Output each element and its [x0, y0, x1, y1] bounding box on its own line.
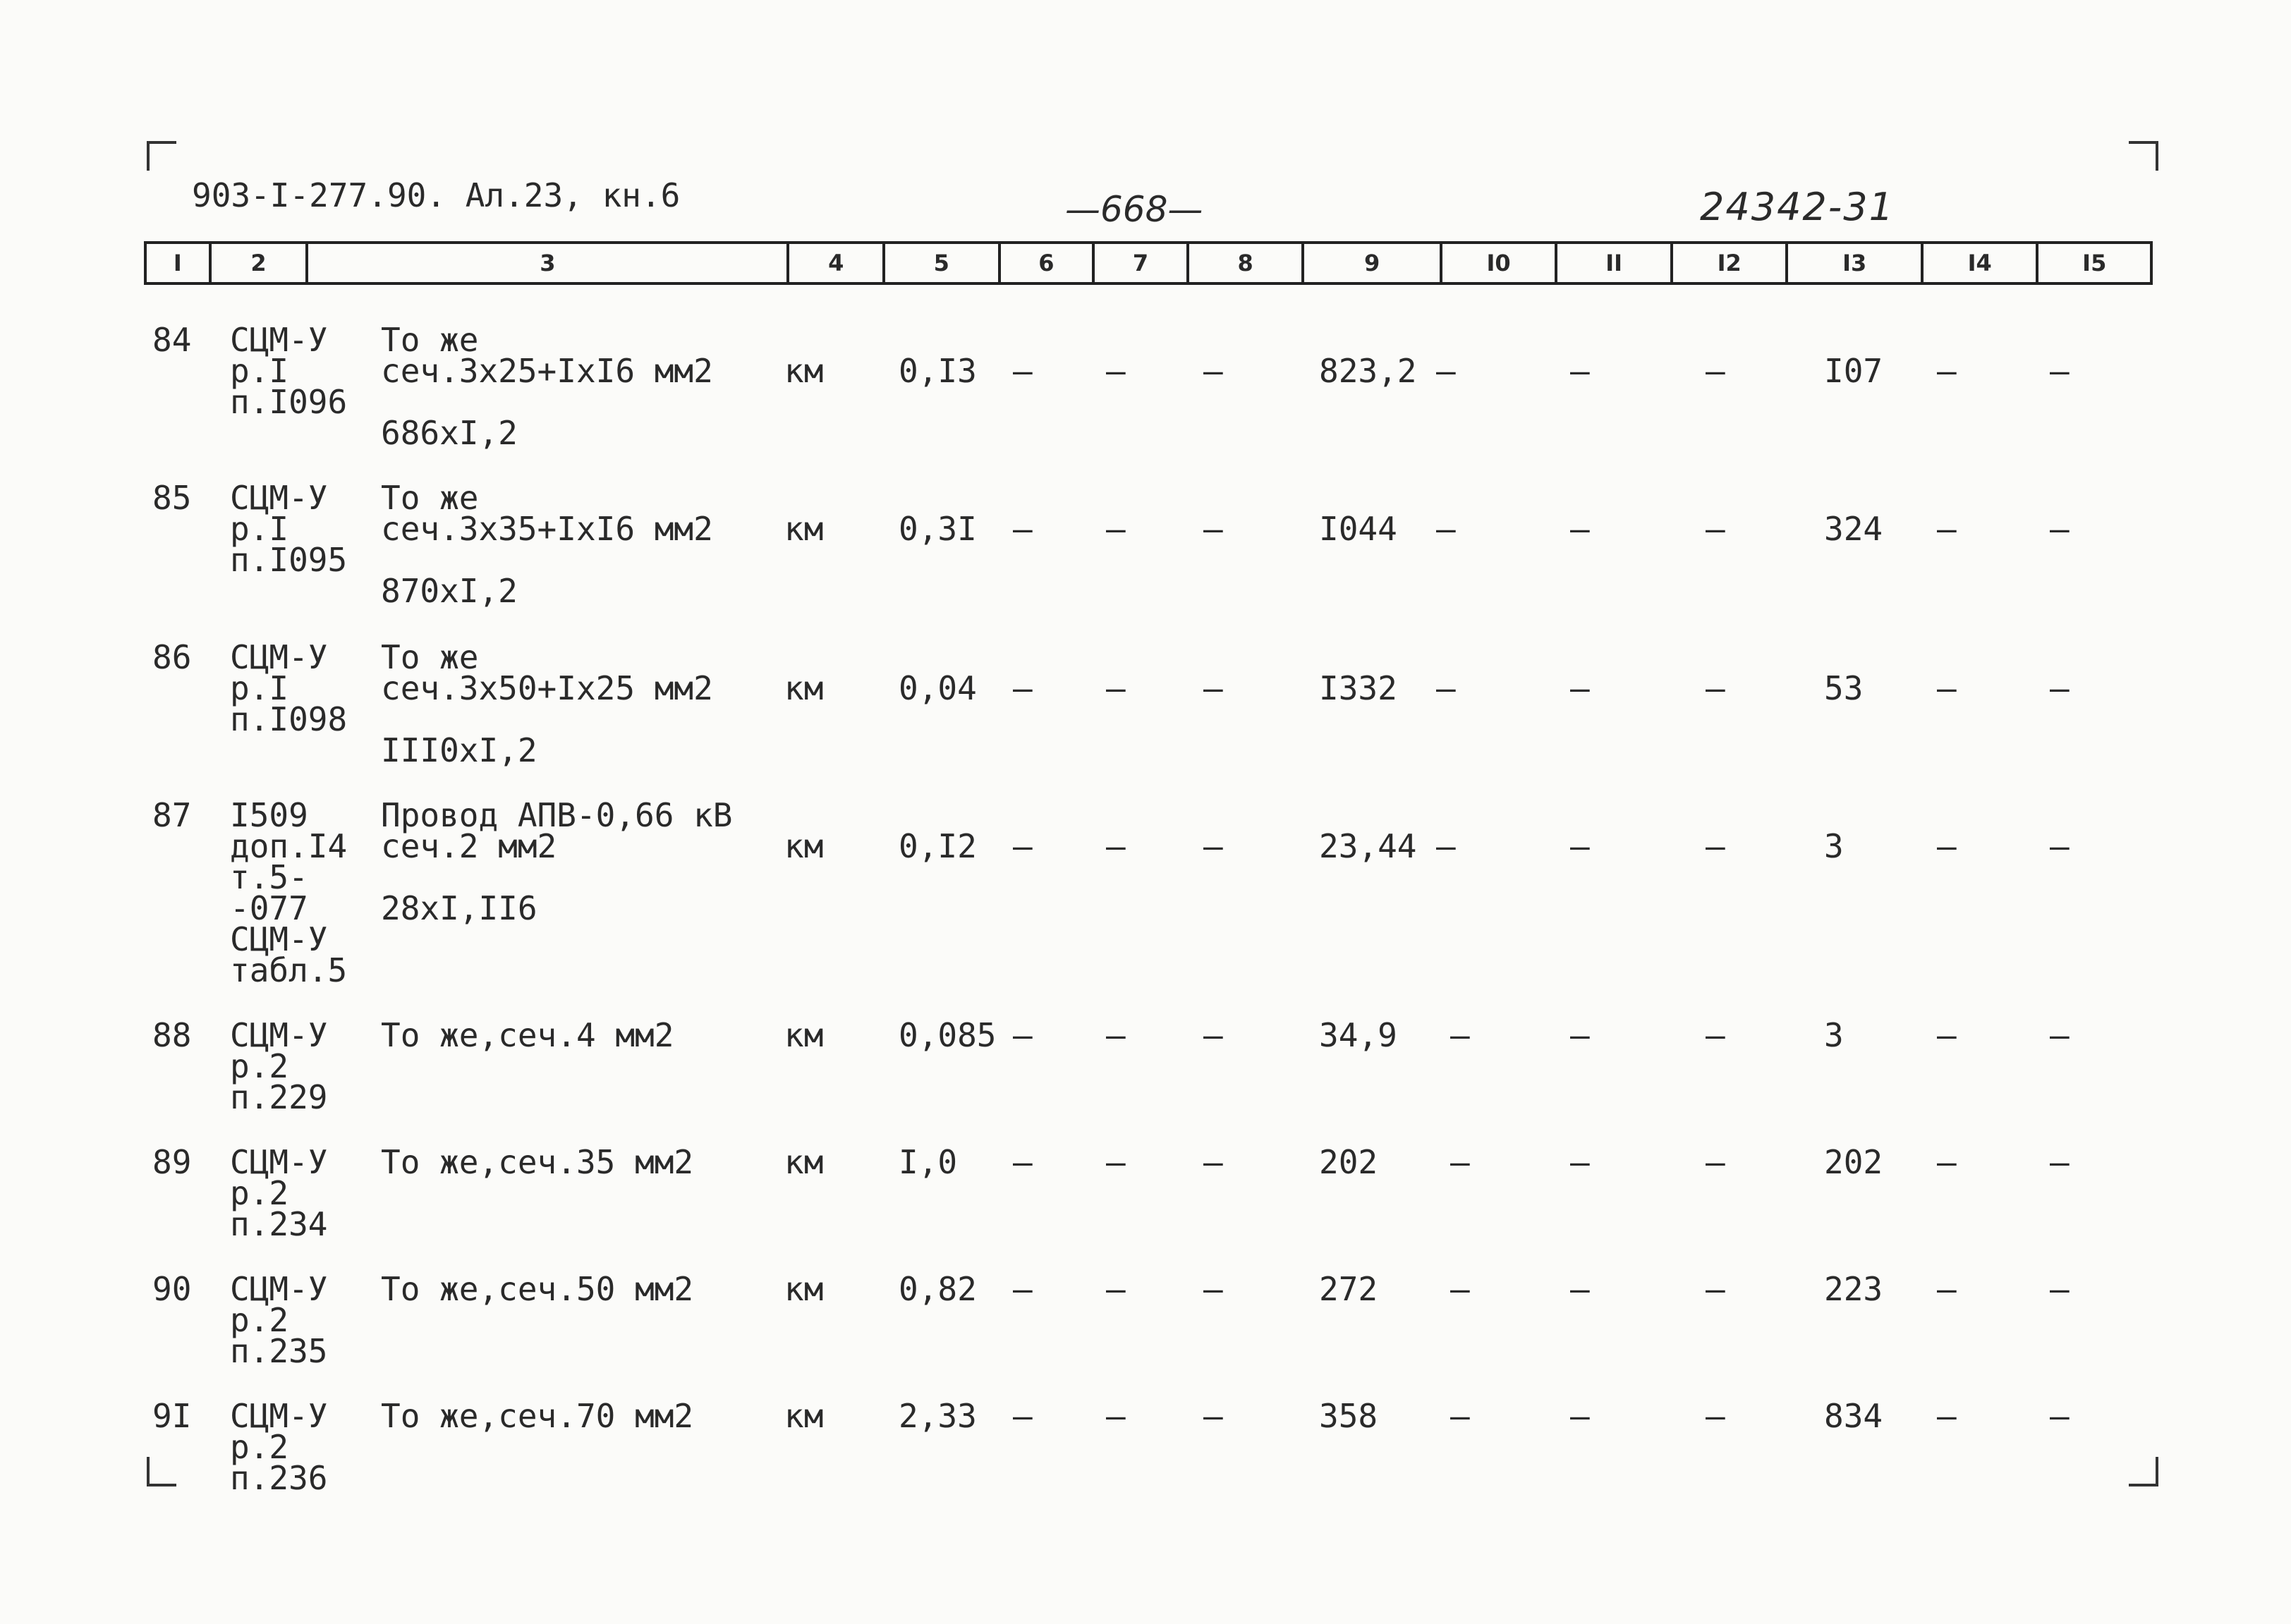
page-number: —668— — [1065, 189, 1203, 230]
row-col7: – — [1106, 1143, 1126, 1181]
row-col8: – — [1203, 510, 1223, 548]
row-col6: – — [1013, 1397, 1033, 1435]
row-unit: км — [784, 1143, 824, 1181]
row-col12: – — [1706, 827, 1725, 865]
row-description: То же,сеч.50 мм2 — [381, 1270, 694, 1308]
row-calculation: III0хI,2 — [381, 731, 537, 769]
row-col6: – — [1013, 1143, 1033, 1181]
row-reference: СЦМ-У р.I п.I095 — [230, 479, 348, 579]
row-number: 90 — [152, 1270, 192, 1308]
row-col15: – — [2050, 1397, 2070, 1435]
row-col14: – — [1937, 510, 1957, 548]
row-reference: СЦМ-У р.2 п.234 — [230, 1143, 328, 1243]
row-col9: I332 — [1319, 669, 1397, 707]
row-col15: – — [2050, 1016, 2070, 1054]
row-col13: 223 — [1824, 1270, 1883, 1308]
row-col12: – — [1706, 1143, 1725, 1181]
row-col10: – — [1450, 1016, 1470, 1054]
row-col14: – — [1937, 669, 1957, 707]
row-col11: – — [1570, 352, 1590, 390]
row-col9: 358 — [1319, 1397, 1378, 1435]
column-header: I — [147, 244, 212, 282]
row-unit: км — [784, 1016, 824, 1054]
row-col10: – — [1450, 1397, 1470, 1435]
row-quantity: 0,3I — [899, 510, 977, 548]
row-col9: I044 — [1319, 510, 1397, 548]
row-col7: – — [1106, 1397, 1126, 1435]
row-description: То же,сеч.70 мм2 — [381, 1397, 694, 1435]
row-col14: – — [1937, 1016, 1957, 1054]
row-col14: – — [1937, 1143, 1957, 1181]
frame-corner-top-right — [2129, 141, 2158, 171]
column-header: I4 — [1924, 244, 2039, 282]
row-number: 84 — [152, 321, 192, 359]
row-col11: – — [1570, 669, 1590, 707]
row-quantity: 0,I2 — [899, 827, 977, 865]
row-col14: – — [1937, 352, 1957, 390]
row-col11: – — [1570, 1397, 1590, 1435]
row-description: То же,сеч.35 мм2 — [381, 1143, 694, 1181]
column-header: I5 — [2082, 250, 2107, 276]
row-quantity: 2,33 — [899, 1397, 977, 1435]
row-col9: 34,9 — [1319, 1016, 1397, 1054]
row-col13: I07 — [1824, 352, 1883, 390]
row-col13: 3 — [1824, 1016, 1844, 1054]
row-col14: – — [1937, 1270, 1957, 1308]
column-header: 9 — [1304, 244, 1442, 282]
row-number: 87 — [152, 796, 192, 834]
row-col7: – — [1106, 510, 1126, 548]
row-col6: – — [1013, 352, 1033, 390]
row-number: 85 — [152, 479, 192, 517]
row-col6: – — [1013, 510, 1033, 548]
row-col6: – — [1013, 669, 1033, 707]
row-reference: I509 доп.I4 т.5- -077 СЦМ-У табл.5 — [230, 796, 348, 989]
row-calculation: 686хI,2 — [381, 414, 518, 452]
column-header: 4 — [789, 244, 885, 282]
row-col10: – — [1436, 352, 1456, 390]
row-quantity: 0,04 — [899, 669, 977, 707]
row-unit: км — [784, 827, 824, 865]
row-col8: – — [1203, 827, 1223, 865]
row-col12: – — [1706, 1270, 1725, 1308]
row-description: Провод АПВ-0,66 кВ сеч.2 мм2 — [381, 796, 733, 865]
document-code: 903-I-277.90. Ал.23, кн.6 — [192, 176, 681, 214]
row-col9: 823,2 — [1319, 352, 1417, 390]
column-header: 5 — [885, 244, 1001, 282]
row-col12: – — [1706, 352, 1725, 390]
row-col14: – — [1937, 827, 1957, 865]
row-quantity: I,0 — [899, 1143, 958, 1181]
frame-corner-top-left — [147, 141, 176, 171]
row-col8: – — [1203, 352, 1223, 390]
row-description: То же сеч.3х50+Iх25 мм2 — [381, 638, 713, 707]
row-quantity: 0,I3 — [899, 352, 977, 390]
row-col15: – — [2050, 1143, 2070, 1181]
row-number: 9I — [152, 1397, 192, 1435]
row-col13: 834 — [1824, 1397, 1883, 1435]
row-col10: – — [1450, 1270, 1470, 1308]
row-col11: – — [1570, 1016, 1590, 1054]
row-col13: 202 — [1824, 1143, 1883, 1181]
row-reference: СЦМ-У р.2 п.229 — [230, 1016, 328, 1116]
row-col12: – — [1706, 669, 1725, 707]
row-col6: – — [1013, 1016, 1033, 1054]
row-col6: – — [1013, 1270, 1033, 1308]
row-col15: – — [2050, 352, 2070, 390]
row-calculation: 870хI,2 — [381, 572, 518, 610]
row-col8: – — [1203, 1016, 1223, 1054]
row-col11: – — [1570, 1270, 1590, 1308]
row-col15: – — [2050, 510, 2070, 548]
row-col7: – — [1106, 352, 1126, 390]
column-header: II — [1557, 244, 1673, 282]
row-col9: 23,44 — [1319, 827, 1417, 865]
row-col12: – — [1706, 1397, 1725, 1435]
row-number: 89 — [152, 1143, 192, 1181]
column-header: I0 — [1442, 244, 1558, 282]
frame-corner-bottom-right — [2129, 1457, 2158, 1486]
row-number: 88 — [152, 1016, 192, 1054]
row-col10: – — [1436, 510, 1456, 548]
column-header: I3 — [1788, 244, 1923, 282]
row-unit: км — [784, 1270, 824, 1308]
row-col12: – — [1706, 510, 1725, 548]
row-col15: – — [2050, 827, 2070, 865]
row-calculation: 28хI,II6 — [381, 889, 537, 927]
row-reference: СЦМ-У р.I п.I098 — [230, 638, 348, 738]
row-col8: – — [1203, 1397, 1223, 1435]
row-unit: км — [784, 510, 824, 548]
row-col9: 202 — [1319, 1143, 1378, 1181]
row-col9: 272 — [1319, 1270, 1378, 1308]
column-header: I2 — [1673, 244, 1789, 282]
row-col8: – — [1203, 1270, 1223, 1308]
row-col11: – — [1570, 827, 1590, 865]
row-quantity: 0,82 — [899, 1270, 977, 1308]
row-unit: км — [784, 669, 824, 707]
row-col7: – — [1106, 669, 1126, 707]
row-col8: – — [1203, 1143, 1223, 1181]
row-col15: – — [2050, 1270, 2070, 1308]
row-col11: – — [1570, 510, 1590, 548]
frame-corner-bottom-left — [147, 1457, 176, 1486]
row-reference: СЦМ-У р.2 п.236 — [230, 1397, 328, 1497]
row-col8: – — [1203, 669, 1223, 707]
row-col7: – — [1106, 1270, 1126, 1308]
row-col7: – — [1106, 1016, 1126, 1054]
row-col13: 53 — [1824, 669, 1864, 707]
row-description: То же сеч.3х35+IхI6 мм2 — [381, 479, 713, 548]
column-header: 6 — [1001, 244, 1095, 282]
column-header: 3 — [308, 244, 789, 282]
row-col12: – — [1706, 1016, 1725, 1054]
column-header: 2 — [212, 244, 309, 282]
row-col15: – — [2050, 669, 2070, 707]
row-description: То же сеч.3х25+IхI6 мм2 — [381, 321, 713, 390]
column-header-row — [144, 241, 2153, 285]
row-reference: СЦМ-У р.2 п.235 — [230, 1270, 328, 1370]
row-col7: – — [1106, 827, 1126, 865]
row-col10: – — [1436, 827, 1456, 865]
row-col10: – — [1450, 1143, 1470, 1181]
row-description: То же,сеч.4 мм2 — [381, 1016, 674, 1054]
sheet-number: 24342-31 — [1700, 185, 1895, 229]
row-col11: – — [1570, 1143, 1590, 1181]
row-col10: – — [1436, 669, 1456, 707]
row-reference: СЦМ-У р.I п.I096 — [230, 321, 348, 421]
row-col13: 324 — [1824, 510, 1883, 548]
row-unit: км — [784, 352, 824, 390]
column-header: 8 — [1189, 244, 1305, 282]
row-col13: 3 — [1824, 827, 1844, 865]
row-number: 86 — [152, 638, 192, 676]
row-quantity: 0,085 — [899, 1016, 997, 1054]
row-col6: – — [1013, 827, 1033, 865]
row-col14: – — [1937, 1397, 1957, 1435]
row-unit: км — [784, 1397, 824, 1435]
column-header: 7 — [1095, 244, 1189, 282]
